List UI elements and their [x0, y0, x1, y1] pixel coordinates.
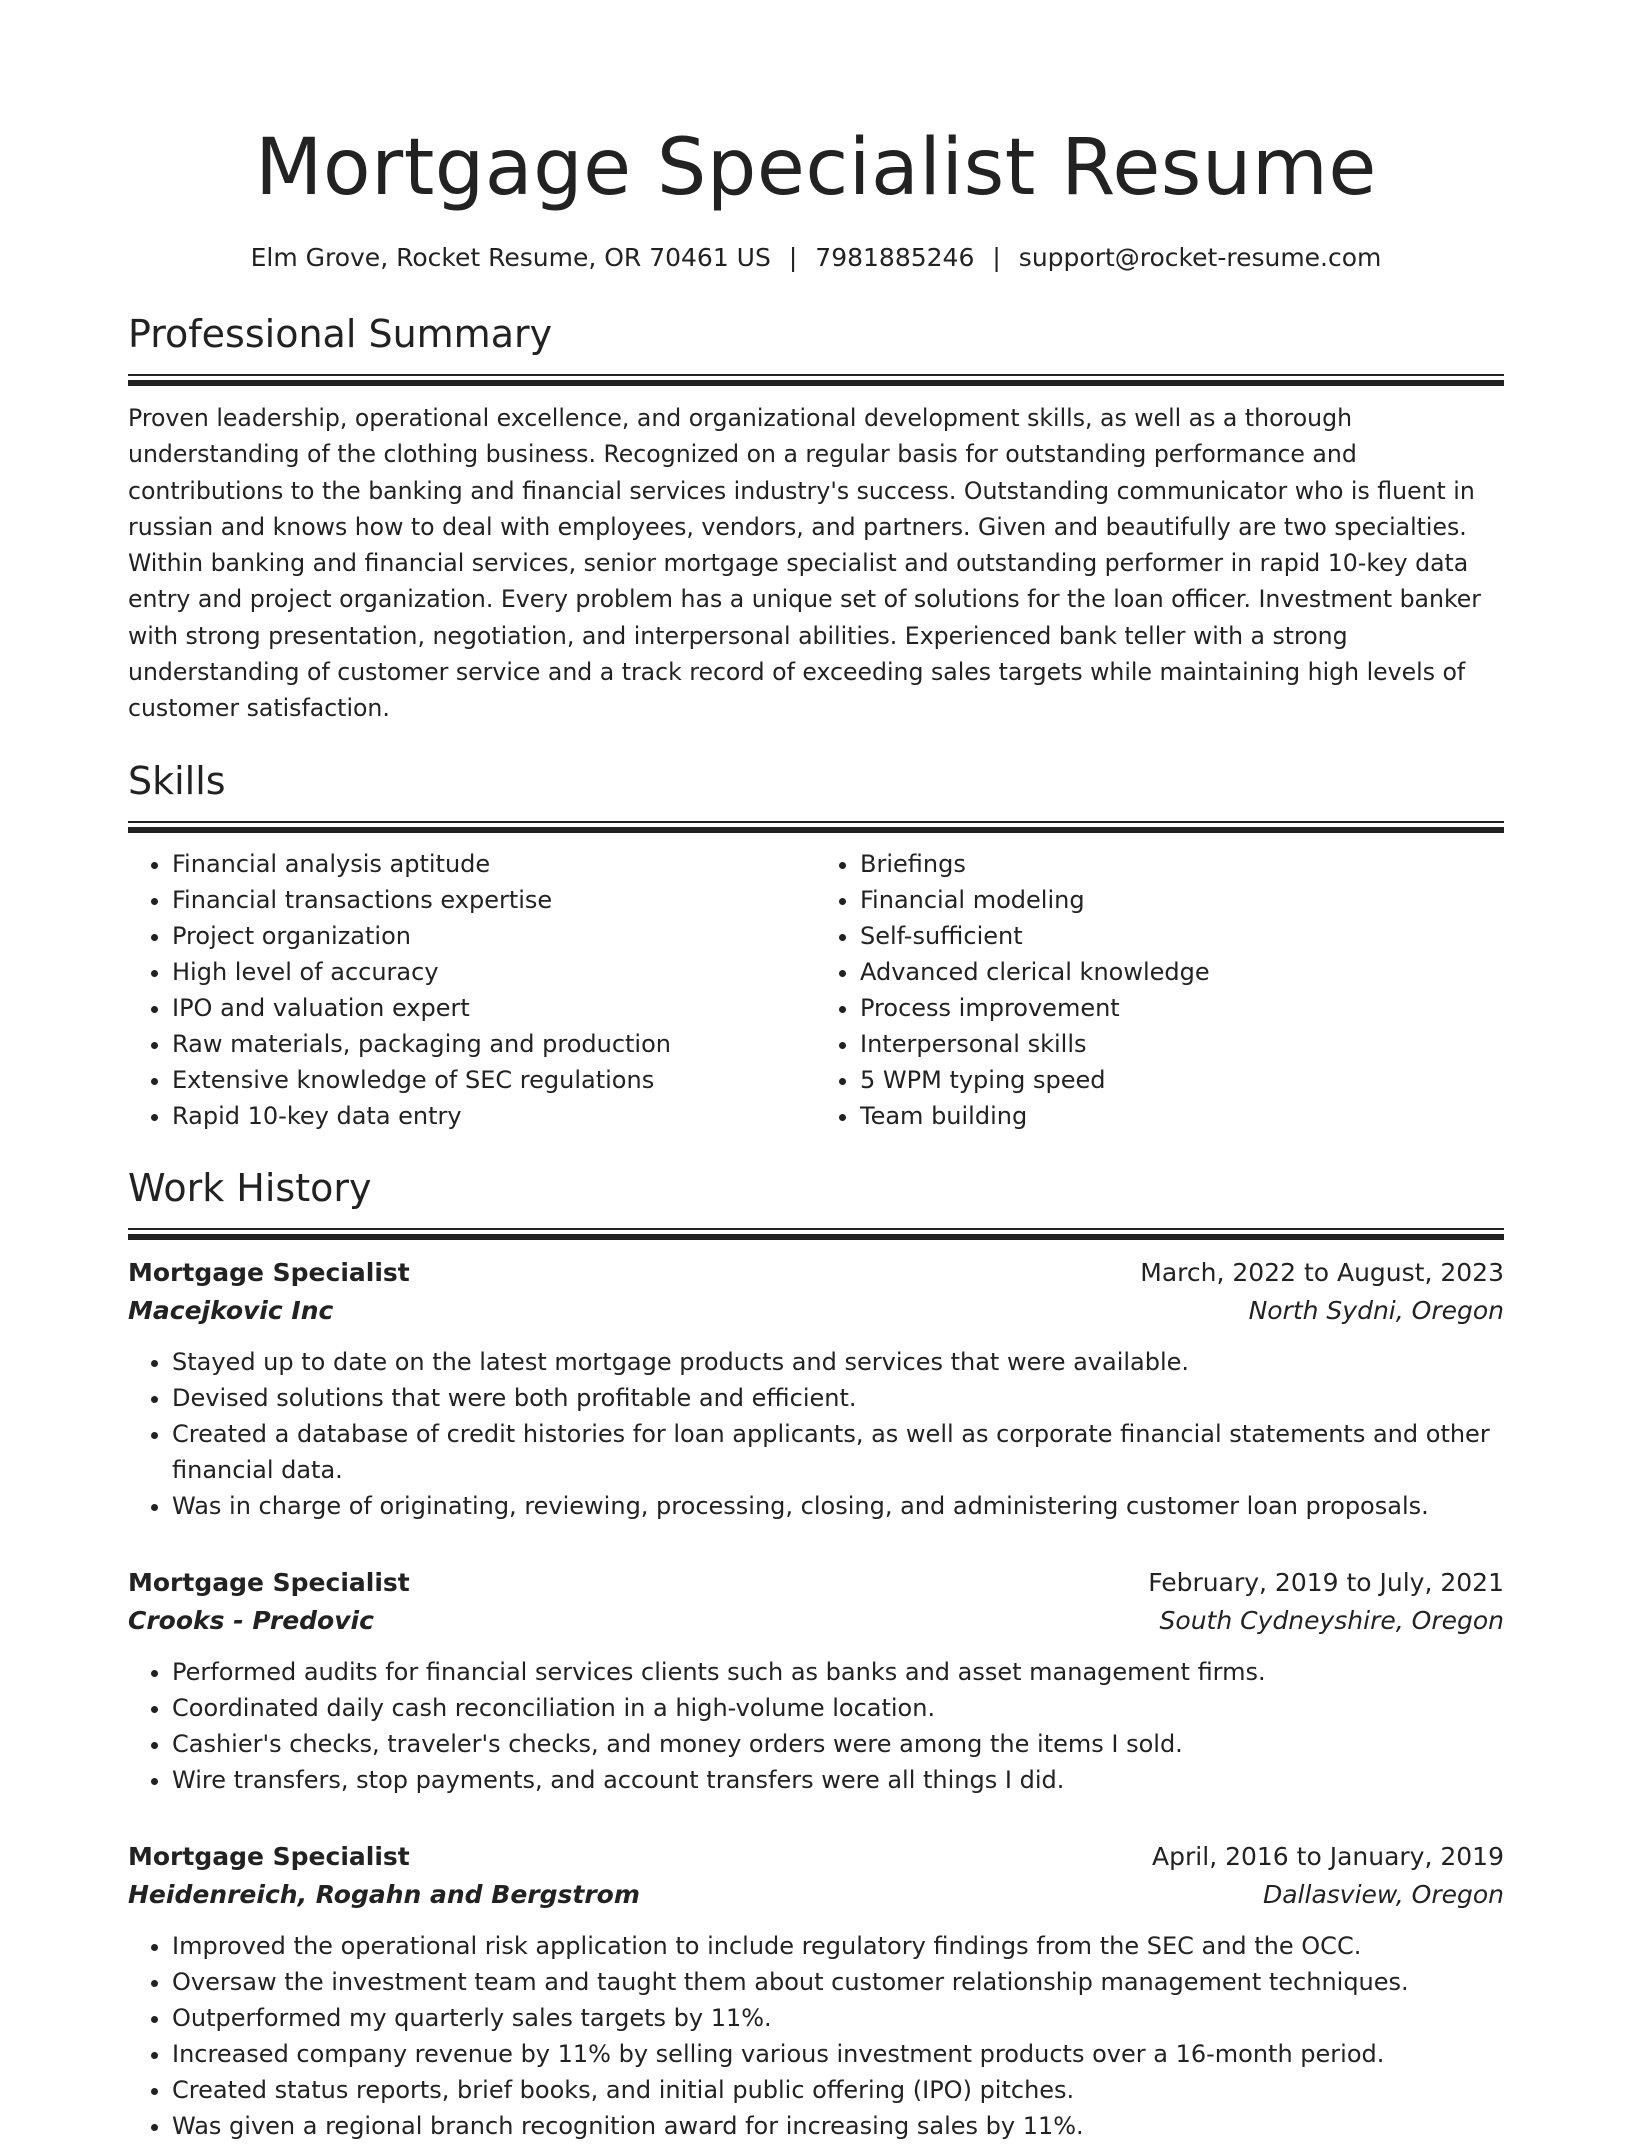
job-entry — [128, 1254, 1504, 1524]
skill-item: • Interpersonal skills — [860, 1026, 1504, 1062]
job-bullet: • Created status reports, brief books, and initial public offering (IPO) pitches. — [172, 2072, 1504, 2108]
job-location: South Cydneyshire, Oregon — [1159, 1605, 1504, 1635]
job-subheader-row — [128, 1876, 1504, 1914]
job-bullet: • Improved the operational risk application to include regulatory findings from the SEC and the OCC. — [172, 1928, 1504, 1964]
job-bullets — [128, 1654, 1504, 1798]
section-divider-thin — [128, 821, 1504, 823]
job-bullet: • Cashier's checks, traveler's checks, and money orders were among the items I sold. — [172, 1726, 1504, 1762]
skill-item: • Raw materials, packaging and production — [172, 1026, 816, 1062]
job-bullet: • Was given a regional branch recognition award for increasing sales by 11%. — [172, 2108, 1504, 2144]
job-header-row — [128, 1564, 1504, 1602]
job-bullets — [128, 1344, 1504, 1524]
contact-address: Elm Grove, Rocket Resume, OR 70461 US — [250, 243, 771, 272]
work-history-heading: Work History — [128, 1165, 372, 1210]
section-divider-thick — [128, 380, 1504, 386]
job-bullet: • Outperformed my quarterly sales targets by 11%. — [172, 2000, 1504, 2036]
skill-item: • Advanced clerical knowledge — [860, 954, 1504, 990]
skill-item: • Self-sufficient — [860, 918, 1504, 954]
skill-item: • IPO and valuation expert — [172, 990, 816, 1026]
job-bullets — [128, 1928, 1504, 2144]
skill-item: • Rapid 10-key data entry — [172, 1098, 816, 1134]
job-dates: March, 2022 to August, 2023 — [1140, 1257, 1504, 1287]
skill-item: • Project organization — [172, 918, 816, 954]
contact-phone: 7981885246 — [815, 243, 975, 272]
work-history-section — [128, 1164, 1504, 2144]
summary-text: Proven leadership, operational excellence, and organizational development skills, as well as a thorough understanding of the clothing business. Recognized on a regular basis for outstanding performance and contributions to the banking and financial services industry's success. Outstanding communicator who is fluent in russian and knows how to deal with employees, vendors, and partners. Given and beautifully are two specialties. Within banking and financial services, senior mortgage specialist and outstanding performer in rapid 10-key data entry and project organization. Every problem has a unique set of solutions for the loan officer. Investment banker with strong presentation, negotiation, and interpersonal abilities. Experienced bank teller with a strong understanding of customer service and a track record of exceeding sales targets while maintaining high levels of customer satisfaction. — [128, 404, 1482, 723]
contact-line — [128, 240, 1504, 276]
skills-section — [128, 757, 1504, 1134]
job-bullet: • Oversaw the investment team and taught them about customer relationship management techniques. — [172, 1964, 1504, 2000]
section-divider-thin — [128, 374, 1504, 376]
skill-item: • 5 WPM typing speed — [860, 1062, 1504, 1098]
job-title: Mortgage Specialist — [128, 1841, 410, 1871]
skills-columns — [128, 846, 1504, 1134]
job-title: Mortgage Specialist — [128, 1567, 410, 1597]
skill-item: • Extensive knowledge of SEC regulations — [172, 1062, 816, 1098]
job-bullet: • Devised solutions that were both profitable and efficient. — [172, 1380, 1504, 1416]
job-bullet: • Created a database of credit histories for loan applicants, as well as corporate financial statements and other financial data. — [172, 1416, 1504, 1488]
job-bullet: • Performed audits for financial services clients such as banks and asset management firms. — [172, 1654, 1504, 1690]
skills-list-right — [816, 846, 1504, 1134]
job-location: Dallasview, Oregon — [1262, 1879, 1504, 1909]
skill-item: • Financial modeling — [860, 882, 1504, 918]
job-entry — [128, 1838, 1504, 2144]
summary-heading: Professional Summary — [128, 312, 553, 356]
section-divider-thick — [128, 827, 1504, 833]
skill-item: • High level of accuracy — [172, 954, 816, 990]
job-bullet: • Increased company revenue by 11% by selling various investment products over a 16-month period. — [172, 2036, 1504, 2072]
skill-item: • Team building — [860, 1098, 1504, 1134]
skill-item: • Financial analysis aptitude — [172, 846, 816, 882]
contact-separator: | — [788, 243, 798, 272]
job-entry — [128, 1564, 1504, 1798]
skills-list-left — [128, 846, 816, 1134]
page-title: Mortgage Specialist Resume — [255, 123, 1377, 213]
job-title: Mortgage Specialist — [128, 1257, 410, 1287]
job-bullet: • Was in charge of originating, reviewing, processing, closing, and administering customer loan proposals. — [172, 1488, 1504, 1524]
job-bullet: • Wire transfers, stop payments, and account transfers were all things I did. — [172, 1762, 1504, 1798]
section-divider-thin — [128, 1228, 1504, 1230]
contact-email: support@rocket-resume.com — [1018, 243, 1382, 272]
job-bullet: • Coordinated daily cash reconciliation in a high-volume location. — [172, 1690, 1504, 1726]
job-subheader-row — [128, 1602, 1504, 1640]
job-bullet: • Stayed up to date on the latest mortgage products and services that were available. — [172, 1344, 1504, 1380]
contact-separator: | — [992, 243, 1001, 272]
job-location: North Sydni, Oregon — [1248, 1295, 1504, 1325]
job-company: Macejkovic Inc — [128, 1295, 334, 1325]
skill-item: • Briefings — [860, 846, 1504, 882]
section-divider-thick — [128, 1234, 1504, 1240]
summary-section — [128, 310, 1504, 727]
skill-item: • Financial transactions expertise — [172, 882, 816, 918]
job-company: Crooks - Predovic — [128, 1605, 374, 1635]
job-dates: February, 2019 to July, 2021 — [1148, 1567, 1504, 1597]
job-subheader-row — [128, 1292, 1504, 1330]
skills-heading: Skills — [128, 758, 226, 803]
skill-item: • Process improvement — [860, 990, 1504, 1026]
job-header-row — [128, 1254, 1504, 1292]
job-company: Heidenreich, Rogahn and Bergstrom — [128, 1879, 640, 1909]
job-header-row — [128, 1838, 1504, 1876]
job-dates: April, 2016 to January, 2019 — [1152, 1841, 1504, 1871]
